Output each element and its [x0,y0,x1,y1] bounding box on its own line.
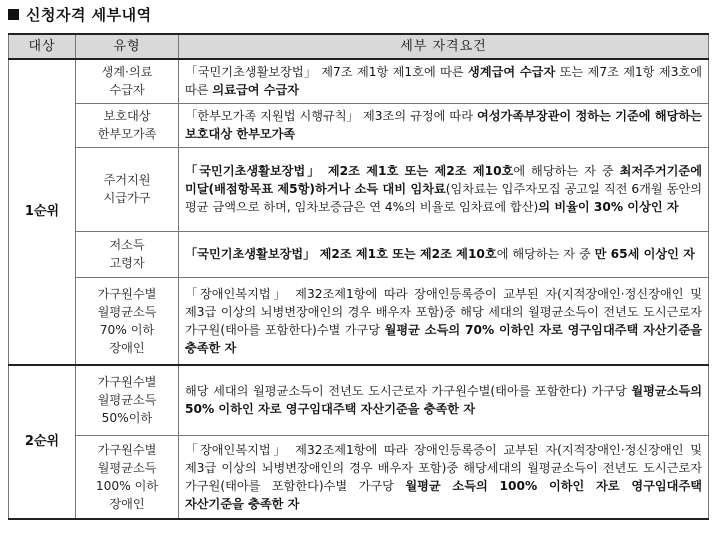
header-type: 유형 [76,34,179,59]
table-row [9,435,709,519]
rank-1: 1순위 [9,59,76,365]
type-cell: 주거지원 시급가구 [76,147,179,231]
detail-cell: 해당 세대의 월평균소득이 전년도 도시근로자 가구원수별(태아를 포함한다) 가구당 월평균소득의 50% 이하인 자로 영구임대주택 자산기준을 충족한 자 [179,365,709,435]
header-detail: 세부 자격요건 [179,34,709,59]
eligibility-table [8,33,709,520]
section-title-text: 신청자격 세부내역 [26,6,152,24]
detail-cell: 「장애인복지법」 제32조제1항에 따라 장애인등록증이 교부된 자(지적장애인·정신장애인 및 제3급 이상의 뇌병변장애인의 경우 배우자 포함)중 해당 세대의 월평균소득이 전년도 도시근로자 가구원(태아를 포함한다)수별 가구당 월평균 소득의 70% 이하인 자로 영구임대주택 자산기준을 충족한 자 [179,277,709,365]
section-title [8,4,152,25]
detail-cell: 「국민기초생활보장법」 제2조 제1호 또는 제2조 제10호에 해당하는 자 중 최저주거기준에 미달(배점항목표 제5항)하거나 소득 대비 임차료(임차료는 입주자모집 공고일 직전 6개월 동안의 평균 금액으로 하며, 임차보증금은 연 4%의 비율로 임차료에 합산)의 비율이 30% 이상인 자 [179,147,709,231]
header-target: 대상 [9,34,76,59]
table-row [9,365,709,435]
table-row [9,277,709,365]
detail-cell: 「한부모가족 지원법 시행규칙」 제3조의 규정에 따라 여성가족부장관이 정하는 기준에 해당하는 보호대상 한부모가족 [179,103,709,147]
type-cell: 보호대상 한부모가족 [76,103,179,147]
table-row [9,231,709,277]
rank-2: 2순위 [9,365,76,519]
type-cell: 가구원수별 월평균소득 100% 이하 장애인 [76,435,179,519]
type-cell: 가구원수별 월평균소득 70% 이하 장애인 [76,277,179,365]
table-row [9,103,709,147]
type-cell: 저소득 고령자 [76,231,179,277]
detail-cell: 「장애인복지법」 제32조제1항에 따라 장애인등록증이 교부된 자(지적장애인·정신장애인 및 제3급 이상의 뇌병변장애인의 경우 배우자 포함)중 해당세대의 월평균소득이 전년도 도시근로자 가구원(태아를 포함한다)수별 가구당 월평균 소득의 100% 이하인 자로 영구임대주택 자산기준을 충족한 자 [179,435,709,519]
detail-cell: 「국민기초생활보장법」 제7조 제1항 제1호에 따른 생계급여 수급자 또는 제7조 제1항 제3호에 따른 의료급여 수급자 [179,59,709,103]
square-bullet-icon [8,9,19,20]
type-cell: 가구원수별 월평균소득 50%이하 [76,365,179,435]
type-cell: 생계·의료 수급자 [76,59,179,103]
header-row [9,34,709,59]
table-row [9,59,709,103]
table-row [9,147,709,231]
detail-cell: 「국민기초생활보장법」 제2조 제1호 또는 제2조 제10호에 해당하는 자 중 만 65세 이상인 자 [179,231,709,277]
